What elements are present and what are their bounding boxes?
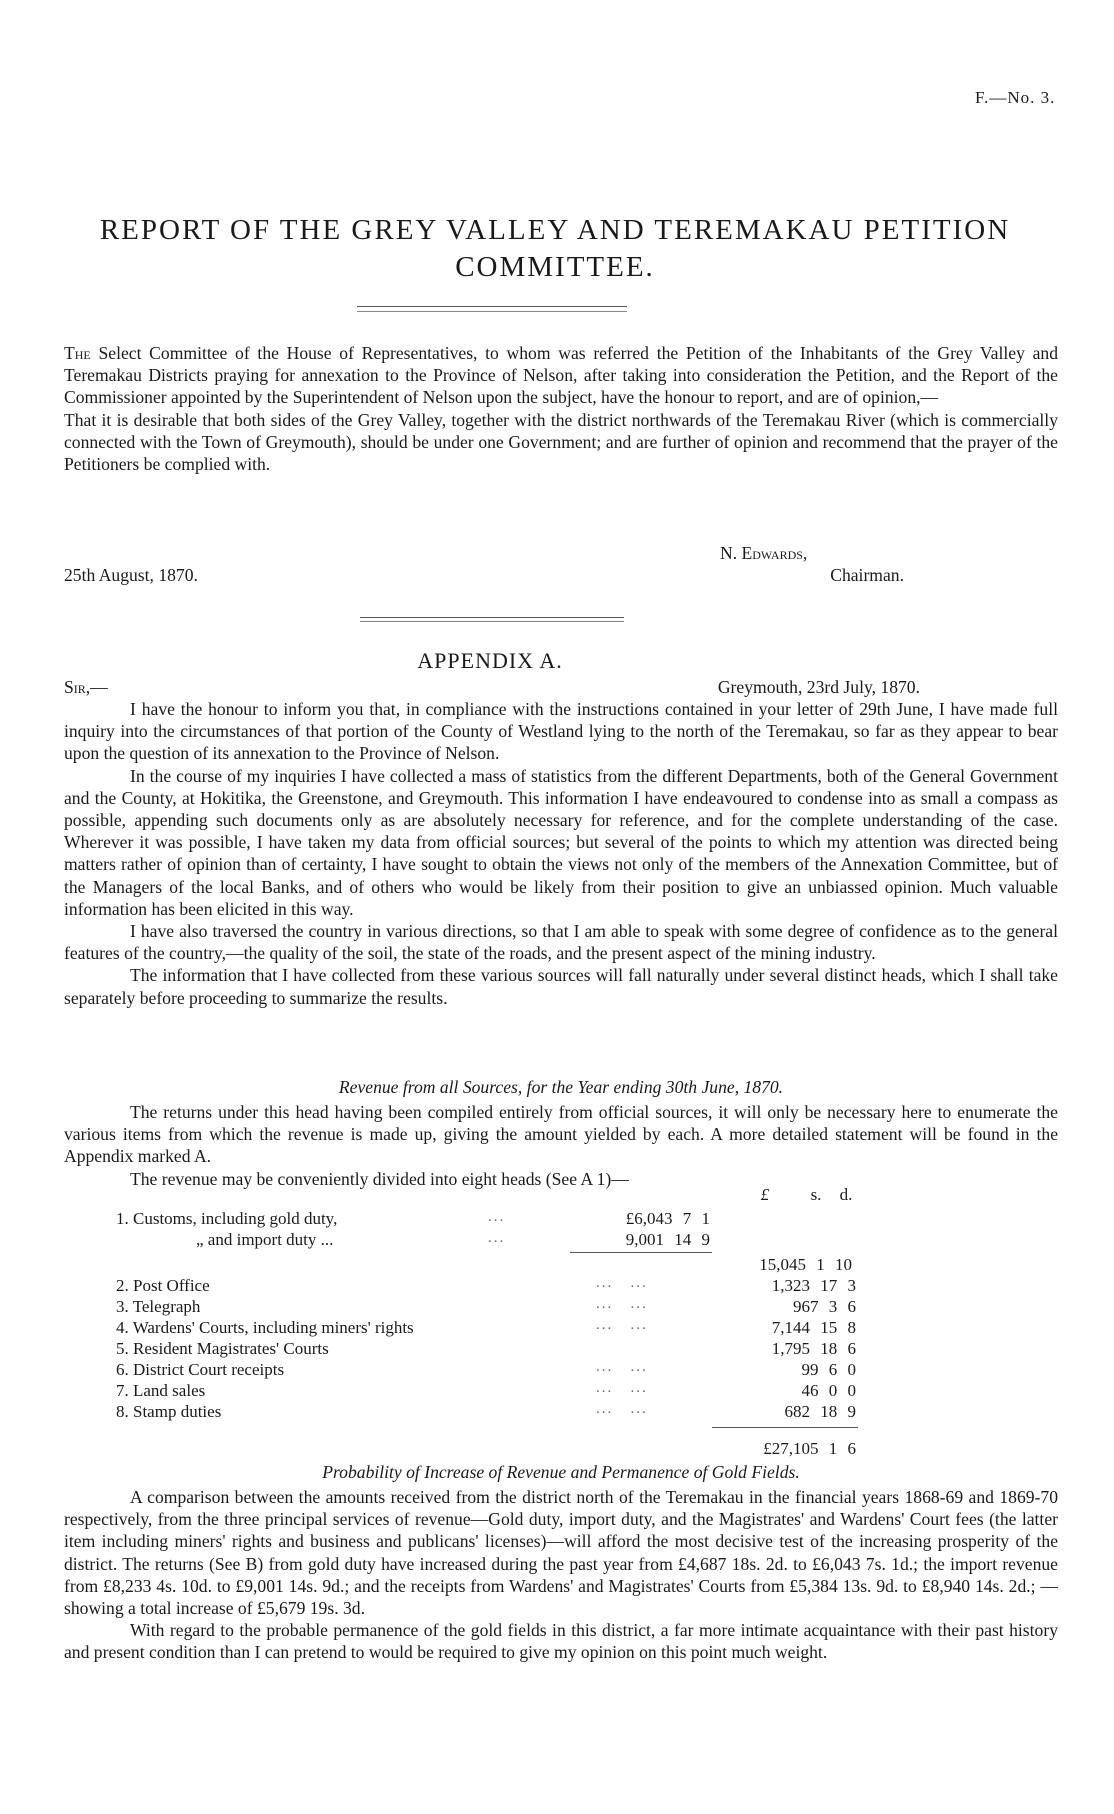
report-date: 25th August, 1870. — [64, 565, 198, 585]
title-line-1: REPORT OF THE GREY VALLEY AND TEREMAKAU PETITION — [99, 214, 1011, 246]
customs-label-1: 1. Customs, including gold duty, — [116, 1209, 338, 1228]
revenue-intro-text: The returns under this head having been compiled entirely from official sources, it will only be necessary here to enumerate the various items from which the revenue is made up, giving the amount yielded by each. A more detailed statement will be found in the Appendix marked A. — [64, 1102, 1058, 1167]
col-pounds: £ — [760, 1185, 770, 1204]
revenue-item-label: 4. Wardens' Courts, including miners' rights — [116, 1318, 414, 1337]
grand-total: £27,105 1 6 — [763, 1439, 856, 1458]
col-shillings: s. — [810, 1185, 822, 1204]
customs-label-2: „ and import duty ... — [196, 1230, 334, 1249]
revenue-item-amount: 967 3 6 — [793, 1297, 856, 1316]
revenue-item — [116, 1338, 856, 1359]
revenue-item-label: 5. Resident Magistrates' Courts — [116, 1339, 329, 1358]
revenue-item-label: 3. Telegraph — [116, 1297, 201, 1316]
report-body — [64, 342, 1058, 475]
leader-dots: ... — [488, 1209, 506, 1225]
letter-paragraph-1: I have the honour to inform you that, in compliance with the instructions contained in your letter of 29th June, I have made full inquiry into the circumstances of that portion of the County of Westland lying to the north of the Teremakau, so far as they appear to bear upon the question of its annexation to the Province of Nelson. — [64, 699, 1058, 764]
revenue-item-amount: 46 0 0 — [801, 1381, 856, 1400]
page-reference: F.—No. 3. — [975, 88, 1056, 107]
place-date: Greymouth, 23rd July, 1870. — [717, 677, 920, 697]
leader-dots: ... ... — [596, 1317, 648, 1333]
revenue-item-amount: 1,795 18 6 — [771, 1339, 856, 1358]
leader-dots: ... ... — [596, 1401, 648, 1417]
appendix-letter — [64, 698, 1058, 1009]
revenue-item-amount: 99 6 0 — [801, 1360, 856, 1379]
appendix-heading: APPENDIX A. — [417, 648, 563, 673]
body-text: Select Committee of the House of Representatives, to whom was referred the Petition of the Inhabitants of the Grey Valley and Teremakau Districts praying for annexation to the Province of Nelson, after taking into consideration the Petition, and the Report of the Commissioner appointed by the Superintendent of Nelson upon the subject, have the honour to report, and are of opinion,— — [64, 343, 1058, 408]
probability-paragraph-2: With regard to the probable permanence of the gold fields in this district, a far more intimate acquaintance with their past history and present condition than I can pretend to would be required to give my opinion on this point much weight. — [64, 1620, 1058, 1663]
letter-paragraph-2: In the course of my inquiries I have collected a mass of statistics from the different Departments, both of the General Government and the County, at Hokitika, the Greenstone, and Greymouth. This information I have endeavoured to condense into as small a compass as possible, appending such documents only as are absolutely necessary for reference, and for the complete understanding of the case. Wherever it was possible, I have taken my data from official sources; but several of the points to which my attention was directed being matters rather of opinion than of certainty, I have sought to obtain the views not only of the members of the Annexation Committee, but of the Managers of the local Banks, and of others who would be likely from their position to give an unbiassed opinion. Much valuable information has been elicited in this way. — [64, 765, 1058, 919]
letter-paragraph-3: I have also traversed the country in various directions, so that I am able to speak with some degree of confidence as to the general features of the country,—the quality of the soil, the state of the roads, and the present aspect of the mining industry. — [64, 921, 1058, 964]
salutation: Sir,— — [64, 677, 108, 697]
leader-dots: ... — [488, 1230, 506, 1246]
probability-section — [64, 1486, 1058, 1664]
customs-sub-1: £6,043 7 1 — [625, 1209, 710, 1228]
probability-heading: Probability of Increase of Revenue and Permanence of Gold Fields. — [322, 1462, 800, 1482]
revenue-heading: Revenue from all Sources, for the Year ending 30th June, 1870. — [338, 1077, 784, 1097]
revenue-intro — [64, 1101, 1058, 1190]
leader-dots: ... ... — [596, 1380, 648, 1396]
revenue-item-amount: 1,323 17 3 — [771, 1276, 856, 1295]
revenue-item — [116, 1401, 856, 1422]
customs-total: 15,045 1 10 — [759, 1255, 852, 1274]
revenue-item-label: 2. Post Office — [116, 1276, 210, 1295]
body-lead: The — [64, 343, 91, 363]
subtotal-rule — [570, 1252, 712, 1253]
total-rule — [712, 1427, 858, 1428]
leader-dots: ... ... — [596, 1359, 648, 1375]
letter-paragraph-4: The information that I have collected from these various sources will fall naturally under several distinct heads, which I shall take separately before proceeding to summarize the results. — [64, 965, 1058, 1008]
revenue-item — [116, 1359, 856, 1380]
revenue-item-label: 8. Stamp duties — [116, 1402, 222, 1421]
title-line-2: COMMITTEE. — [455, 251, 655, 283]
revenue-item-amount: 7,144 15 8 — [771, 1318, 856, 1337]
body-text-2: That it is desirable that both sides of the Grey Valley, together with the district northwards of the Teremakau River (which is commercially connected with the Town of Greymouth), should be under one Government; and are further of opinion and recommend that the prayer of the Petitioners be complied with. — [64, 409, 1058, 475]
signatory-title: Chairman. — [830, 565, 904, 585]
revenue-item — [116, 1317, 856, 1338]
revenue-item — [116, 1296, 856, 1317]
probability-paragraph-1: A comparison between the amounts received from the district north of the Teremakau in the financial years 1868-69 and 1869-70 respectively, from the three principal services of revenue—Gold duty, import duty, and the Magistrates' and Wardens' Court fees (the latter item including miners' rights and business and publicans' licenses)—will afford the most decisive test of the increasing prosperity of the district. The returns (See B) from gold duty have increased during the past year from £4,687 18s. 2d. to £6,043 7s. 1d.; the import revenue from £8,233 4s. 10d. to £9,001 14s. 9d.; and the receipts from Wardens' and Magistrates' Courts from £5,384 13s. 9d. to £8,940 14s. 2d.; —showing a total increase of £5,679 19s. 3d. — [64, 1487, 1058, 1619]
signatory: N. Edwards, — [720, 543, 808, 563]
appendix-divider — [360, 617, 624, 618]
revenue-item-label: 6. District Court receipts — [116, 1360, 285, 1379]
revenue-item — [116, 1380, 856, 1401]
report-title — [40, 212, 1070, 286]
leader-dots: ... ... — [596, 1296, 648, 1312]
title-divider — [357, 306, 627, 307]
leader-dots: ... ... — [596, 1275, 648, 1291]
customs-sub-2: 9,001 14 9 — [625, 1230, 710, 1249]
title-divider-2 — [357, 311, 627, 312]
col-pence: d. — [839, 1185, 853, 1204]
revenue-item-label: 7. Land sales — [116, 1381, 206, 1400]
revenue-intro-text-2: The revenue may be conveniently divided into eight heads (See A 1)— — [130, 1168, 629, 1189]
revenue-item — [116, 1275, 856, 1296]
appendix-divider-2 — [360, 621, 624, 622]
revenue-item-amount: 682 18 9 — [784, 1402, 856, 1421]
revenue-items — [116, 1275, 856, 1422]
